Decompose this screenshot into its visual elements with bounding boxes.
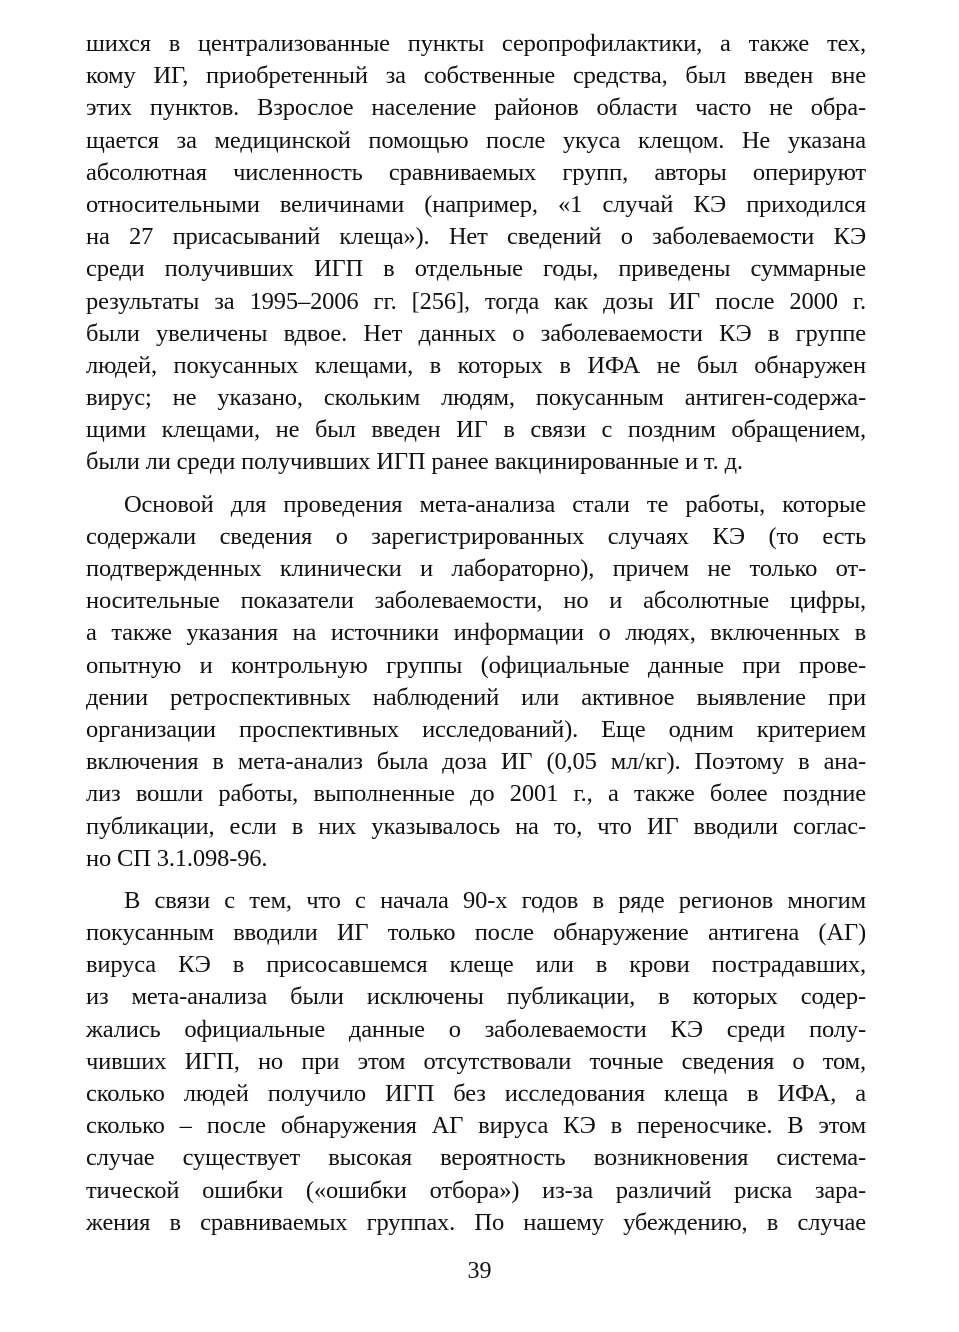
text-line: абсолютная численность сравниваемых групп, авторы оперируют <box>86 158 866 186</box>
page-body <box>86 28 866 1239</box>
text-line: дении ретроспективных наблюдений или активное выявление при <box>86 683 866 711</box>
text-line: относительными величинами (например, «1 случай КЭ приходился <box>86 190 866 218</box>
text-line: подтвержденных клинически и лабораторно), причем не только от- <box>86 555 866 582</box>
text-line: чивших ИГП, но при этом отсутствовали точные сведения о том, <box>86 1047 866 1075</box>
text-line: этих пунктов. Взрослое население районов области часто не обра- <box>86 94 866 122</box>
text-line: а также указания на источники информации о людях, включенных в <box>86 619 866 647</box>
text-line: щими клещами, не был введен ИГ в связи с поздним обращением, <box>86 416 866 444</box>
page-number: 39 <box>467 1258 492 1284</box>
text-line: вирус; не указано, скольким людям, покусанным антиген-содержа- <box>86 384 866 412</box>
paragraph-2 <box>86 489 866 875</box>
text-line: шихся в централизованные пункты серопрофилактики, а также тех, <box>86 30 866 57</box>
text-line: сколько людей получило ИГП без исследования клеща в ИФА, а <box>86 1080 866 1107</box>
text-line: опытную и контрольную группы (официальные данные при прове- <box>86 651 866 679</box>
text-line: покусанным вводили ИГ только после обнаружение антигена (АГ) <box>86 919 866 947</box>
paragraph-1 <box>86 28 866 479</box>
text-line: включения в мета-анализ была доза ИГ (0,05 мл/кг). Поэтому в ана- <box>86 748 866 776</box>
text-line: организации проспективных исследований). Еще одним критерием <box>86 715 866 743</box>
text-line: среди получивших ИГП в отдельные годы, приведены суммарные <box>86 255 866 283</box>
text-line: были ли среди получивших ИГП ранее вакцинированные и т. д. <box>86 448 743 476</box>
text-line: результаты за 1995–2006 гг. [256], тогда как дозы ИГ после 2000 г. <box>86 287 866 315</box>
text-line: кому ИГ, приобретенный за собственные средства, был введен вне <box>86 62 866 90</box>
paragraph-3 <box>86 885 866 1239</box>
text-line: людей, покусанных клещами, в которых в ИФА не был обнаружен <box>86 351 866 379</box>
text-line: содержали сведения о зарегистрированных случаях КЭ (то есть <box>86 522 866 550</box>
text-line: жались официальные данные о заболеваемости КЭ среди полу- <box>86 1015 866 1043</box>
text-line: были увеличены вдвое. Нет данных о заболеваемости КЭ в группе <box>86 319 866 347</box>
text-line: публикации, если в них указывалось на то, что ИГ вводили соглас- <box>86 812 866 840</box>
text-line: случае существует высокая вероятность возникновения система- <box>86 1144 866 1172</box>
text-line: жения в сравниваемых группах. По нашему убеждению, в случае <box>86 1208 866 1236</box>
text-line: щается за медицинской помощью после укуса клещом. Не указана <box>86 126 866 154</box>
text-line: на 27 присасываний клеща»). Нет сведений о заболеваемости КЭ <box>86 223 866 251</box>
text-line: носительные показатели заболеваемости, но и абсолютные цифры, <box>86 587 866 615</box>
text-line: но СП 3.1.098-96. <box>86 844 268 872</box>
text-line: лиз вошли работы, выполненные до 2001 г., а также более поздние <box>86 780 866 808</box>
text-line: из мета-анализа были исключены публикации, в которых содер- <box>86 983 866 1011</box>
text-line: Основой для проведения мета-анализа стали те работы, которые <box>124 490 866 518</box>
text-line: сколько – после обнаружения АГ вируса КЭ в переносчике. В этом <box>86 1112 866 1140</box>
text-line: вируса КЭ в присосавшемся клеще или в крови пострадавших, <box>86 951 866 979</box>
text-line: В связи с тем, что с начала 90-х годов в ряде регионов многим <box>124 886 866 914</box>
text-line: тической ошибки («ошибки отбора») из-за различий риска зара- <box>86 1176 866 1204</box>
